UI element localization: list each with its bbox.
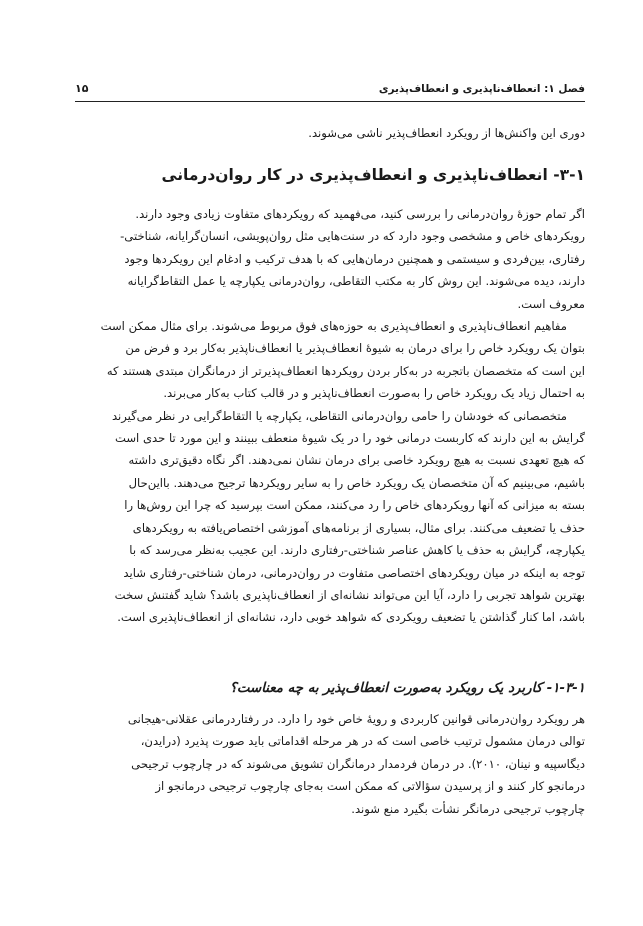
text-line: به احتمال زیاد یک رویکرد خاص را به‌صورت انعطاف‌ناپذیر و در قالب کتاب به‌کار می‌برند. (163, 386, 585, 401)
header-rule (75, 101, 585, 102)
text-line: حذف یا تضعیف می‌کنند. برای مثال، بسیاری از برنامه‌های آموزشی اختصاص‌یافته به رویکردهای (132, 520, 585, 535)
paragraph-4 (75, 708, 585, 820)
text-line: مفاهیم انعطاف‌ناپذیری و انعطاف‌پذیری به حوزه‌های فوق مربوط می‌شوند. برای مثال ممکن است (100, 319, 567, 334)
text-line: بهترین شواهد تجربی را دارد، آیا این می‌تواند نشانه‌ای از انعطاف‌ناپذیری باشد؟ شاید گفتنش سخت (114, 587, 585, 602)
intro-line: دوری این واکنش‌ها از رویکرد انعطاف‌پذیر ناشی می‌شوند. (308, 126, 585, 140)
text-line: متخصصانی که خودشان را حامی روان‌درمانی التقاطی، یکپارچه یا التقاط‌گرایی در نظر می‌گیرند (111, 408, 567, 423)
text-line: بسته به میزانی که آنها رویکردهای خاص را رد می‌کنند، ممکن است بپرسید که چرا این روش‌ها را (124, 498, 585, 513)
text-line: توالی درمان مشمول ترتیب خاصی است که در هر مرحله اقداماتی باید صورت پذیرد (درایدن، (140, 734, 585, 749)
text-line: هر رویکرد روان‌درمانی قوانین کاربردی و رویهٔ خاص خود را دارد. در رفتاردرمانی عقلانی-هیجانی (127, 712, 585, 726)
intro-paragraph (75, 122, 585, 144)
running-title: فصل ۱: انعطاف‌ناپذیری و انعطاف‌پذیری (378, 83, 585, 95)
page-number: ۱۵ (75, 82, 89, 95)
subsection-body (75, 708, 585, 820)
paragraph-2 (75, 315, 585, 405)
text-line: درمانجو کار کنند و از پرسیدن سؤالاتی که ممکن است به‌جای چارچوب ترجیحی درمانجو از (155, 779, 585, 794)
subsection-heading: ۱-۳-۱- کاربرد یک رویکرد به‌صورت انعطاف‌پذیر به چه معناست؟ (229, 681, 585, 696)
text-line: بتوان یک رویکرد خاص را برای درمان به شیوهٔ انعطاف‌پذیر یا انعطاف‌ناپذیر به‌کار برد و فرض من (125, 341, 585, 356)
text-line: رفتاری، بین‌فردی و سیستمی و همچنین درمان‌هایی که با هدف ترکیب و ادغام این رویکردها وجود (124, 251, 585, 266)
section-heading: ۳-۱- انعطاف‌ناپذیری و انعطاف‌پذیری در کار روان‌درمانی (161, 166, 585, 184)
text-line: دیگاسپیه و نینان، ۲۰۱۰). در درمان فردمدار درمانگران تشویق می‌شوند که در چارچوب ترجیحی (131, 756, 585, 771)
page-header (75, 81, 585, 101)
paragraph-3 (75, 405, 585, 629)
text-line: باشیم، می‌بینیم که آن متخصصان یک رویکرد خاص را به سایر رویکردها ترجیح می‌دهند. بااین‌حال (128, 475, 585, 490)
paragraph-1 (75, 203, 585, 315)
text-line: توجه به اینکه در میان رویکردهای اختصاصی متفاوت در روان‌درمانی، درمان شناختی-رفتاری شاید (123, 565, 585, 580)
text-line: گرایش به این دارند که کاربست درمانی خود را در یک شیوهٔ منعطف ببینند و این مورد تا حدی است (114, 431, 585, 446)
text-line: باشد، اما کنار گذاشتن یا تضعیف رویکردی که شواهد خوبی دارد، نشانه‌ای از انعطاف‌ناپذیری است. (117, 610, 585, 625)
text-line: اگر تمام حوزهٔ روان‌درمانی را بررسی کنید، می‌فهمید که رویکردهای متفاوت زیادی وجود دارند. (135, 207, 585, 221)
section-body (75, 203, 585, 629)
text-line: این است که متخصصان باتجربه در به‌کار بردن رویکردها انعطاف‌پذیرتر از درمانگران مبتدی هستند که (106, 363, 585, 378)
text-line: یکپارچه، گرایش به حذف یا کاهش عناصر شناختی-رفتاری دارند. این عجیب به‌نظر می‌رسد که با (129, 543, 585, 558)
text-line: که هیچ تعهدی نسبت به هیچ رویکرد خاصی برای درمان نشان نمی‌دهند. اگر نگاه دقیق‌تری داشته (128, 453, 585, 468)
text-line: دارند، دیده می‌شوند. این روش کار به مکتب التقاطی، روان‌درمانی یکپارچه یا عمل التقاط‌گرایانه (127, 274, 585, 289)
text-line: چارچوب ترجیحی درمانگر نشأت بگیرد منع شوند. (351, 801, 585, 816)
text-line: رویکردهای خاص و مشخصی وجود دارد که در سنت‌هایی مثل روان‌پویشی، انسان‌گرایانه، شناختی- (120, 229, 585, 244)
text-line: معروف است. (517, 296, 585, 311)
